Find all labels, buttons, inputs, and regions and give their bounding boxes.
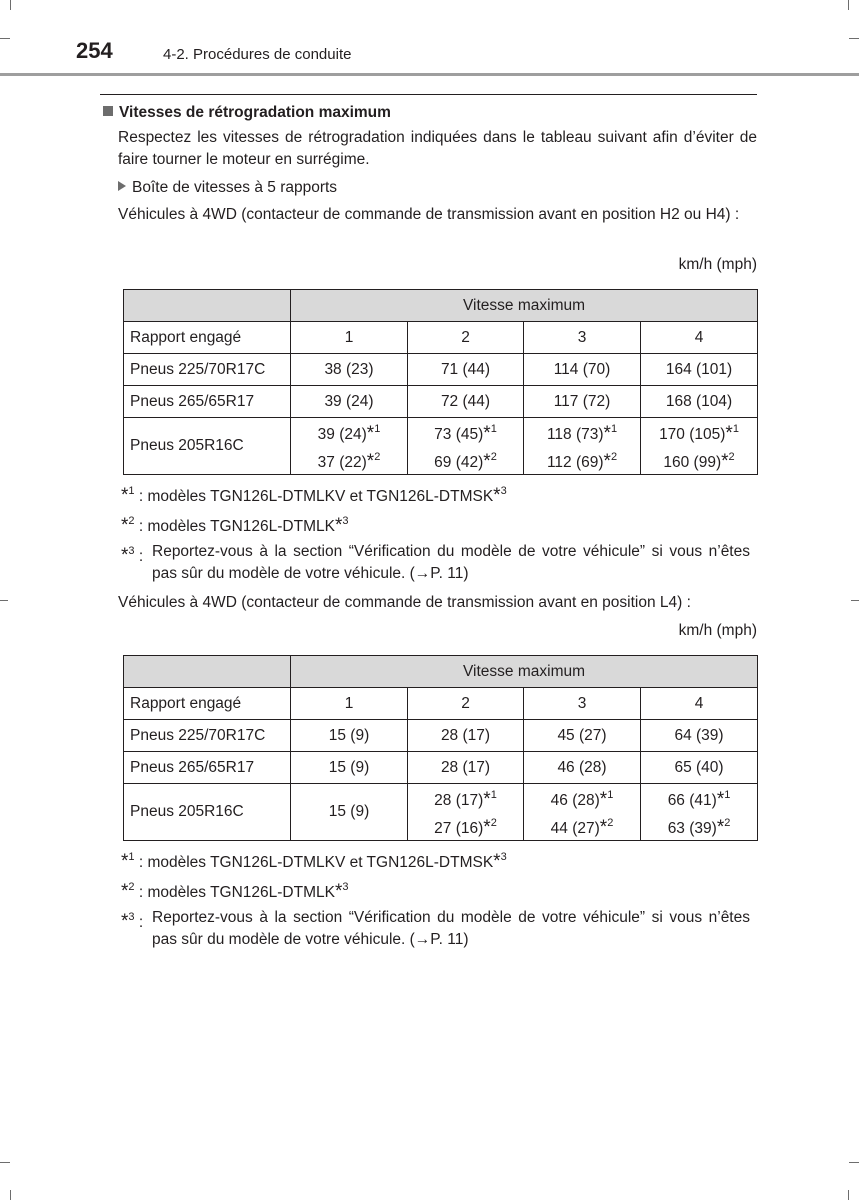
crop-mark — [849, 1162, 859, 1163]
footnote-num: 3 — [128, 545, 135, 557]
footnote-1 — [121, 846, 757, 874]
footnote-2 — [121, 876, 757, 904]
table-row — [124, 784, 758, 841]
table1-unit: km/h (mph) — [678, 256, 757, 273]
footnote-colon: : — [138, 548, 144, 565]
tire-label: Pneus 205R16C — [124, 784, 291, 841]
footnote-num: 2 — [490, 817, 497, 829]
section-rule — [100, 94, 757, 95]
footnote-mark: * — [366, 423, 375, 444]
footnote-num: 2 — [607, 817, 614, 829]
gear-cell: 1 — [291, 688, 408, 720]
table-corner-cell — [124, 290, 291, 322]
row-header: Rapport engagé — [124, 322, 291, 354]
footnote-mark: * — [721, 451, 729, 472]
speed-cell: 15 (9) — [291, 784, 408, 841]
footnote-num: 1 — [724, 789, 731, 801]
speed-value: 160 (99) — [663, 454, 722, 471]
speed-value: 69 (42) — [434, 454, 484, 471]
gear-cell: 3 — [524, 688, 641, 720]
table1-caption: Véhicules à 4WD (contacteur de commande de transmission avant en position H2 ou H4) : — [118, 206, 740, 223]
footnote-mark: * — [725, 423, 733, 444]
footnote-num: 2 — [128, 515, 135, 527]
footnote-mark: * — [493, 485, 501, 506]
speed-cell — [524, 784, 641, 841]
speed-cell: 71 (44) — [408, 354, 524, 386]
footnote-mark: * — [121, 515, 129, 536]
footnote-mark: * — [334, 881, 343, 902]
table-header-row — [124, 290, 758, 322]
group-header: Vitesse maximum — [291, 656, 758, 688]
footnote-mark: * — [366, 451, 375, 472]
crop-mark — [0, 600, 8, 601]
table-header-row — [124, 656, 758, 688]
chapter-title: 4-2. Procédures de conduite — [163, 46, 352, 63]
footnote-mark: * — [603, 423, 611, 444]
footnote-num: 3 — [342, 881, 349, 893]
speed-cell: 38 (23) — [291, 354, 408, 386]
speed-value: 44 (27) — [550, 820, 600, 837]
footnote-mark: * — [599, 817, 608, 838]
crop-mark — [848, 1190, 849, 1200]
footnote-num: 2 — [374, 451, 381, 463]
footnote-num: 2 — [128, 881, 135, 893]
crop-mark — [848, 0, 849, 10]
speed-value: 112 (69) — [546, 454, 604, 471]
footnote-mark: * — [599, 789, 608, 810]
footnote-mark: * — [121, 881, 129, 902]
gear-cell: 3 — [524, 322, 641, 354]
table-gear-row — [124, 322, 758, 354]
speed-cell: 72 (44) — [408, 386, 524, 418]
speed-value: 118 (73) — [546, 426, 604, 443]
speed-cell: 65 (40) — [641, 752, 758, 784]
footnote-num: 2 — [490, 451, 497, 463]
footnote-mark: * — [716, 789, 725, 810]
speed-cell: 114 (70) — [524, 354, 641, 386]
footnote-num: 1 — [607, 789, 614, 801]
tire-label: Pneus 265/65R17 — [124, 386, 291, 418]
footnote-text: : modèles TGN126L-DTMLKV et TGN126L-DTMSK — [138, 854, 494, 871]
table2-caption: Véhicules à 4WD (contacteur de commande de transmission avant en position L4) : — [118, 594, 691, 611]
speed-cell: 168 (104) — [641, 386, 758, 418]
footnote-num: 3 — [500, 485, 507, 497]
footnote-num: 1 — [490, 789, 497, 801]
footnote-num: 3 — [500, 851, 507, 863]
speed-value: 73 (45) — [434, 426, 484, 443]
tire-label: Pneus 225/70R17C — [124, 354, 291, 386]
speed-value: 63 (39) — [667, 820, 717, 837]
footnote-mark: * — [716, 817, 725, 838]
footnote-mark: * — [121, 545, 129, 566]
speed-table-h2-h4 — [123, 289, 758, 475]
speed-value: 46 (28) — [550, 792, 600, 809]
footnote-mark: * — [483, 817, 491, 838]
speed-cell — [408, 784, 524, 841]
footnote-num: 1 — [732, 423, 739, 435]
footnote-3-text: Reportez-vous à la section “Vérification du modèle de votre véhicule” si vous n’êtes pas sûr du modèle de votre véhicule. (→P. 11) — [152, 909, 750, 948]
crop-mark — [849, 38, 859, 39]
tire-label: Pneus 265/65R17 — [124, 752, 291, 784]
speed-cell: 64 (39) — [641, 720, 758, 752]
tire-label: Pneus 225/70R17C — [124, 720, 291, 752]
speed-cell: 117 (72) — [524, 386, 641, 418]
speed-cell — [408, 418, 524, 475]
gear-cell: 2 — [408, 688, 524, 720]
footnote-colon: : — [138, 914, 144, 931]
gear-cell: 2 — [408, 322, 524, 354]
table-gear-row — [124, 688, 758, 720]
speed-value: 37 (22) — [317, 454, 367, 471]
speed-cell: 164 (101) — [641, 354, 758, 386]
table2-unit: km/h (mph) — [678, 622, 757, 639]
speed-cell: 46 (28) — [524, 752, 641, 784]
speed-cell: 28 (17) — [408, 720, 524, 752]
gear-cell: 1 — [291, 322, 408, 354]
footnote-num: 1 — [128, 851, 135, 863]
crop-mark — [0, 1162, 10, 1163]
header-rule — [0, 73, 859, 76]
gearbox-item — [118, 177, 757, 199]
speed-table-l4 — [123, 655, 758, 841]
footnote-1 — [121, 480, 757, 508]
speed-cell — [641, 784, 758, 841]
section-heading — [103, 102, 391, 124]
footnote-mark: * — [603, 451, 611, 472]
crop-mark — [851, 600, 859, 601]
footnote-mark: * — [483, 789, 491, 810]
group-header: Vitesse maximum — [291, 290, 758, 322]
footnote-num: 2 — [724, 817, 731, 829]
row-header: Rapport engagé — [124, 688, 291, 720]
square-bullet-icon — [103, 106, 113, 116]
footnote-num: 2 — [610, 451, 618, 463]
footnote-num: 1 — [374, 423, 381, 435]
speed-cell: 15 (9) — [291, 720, 408, 752]
table-row — [124, 386, 758, 418]
footnote-mark: * — [334, 515, 343, 536]
footnote-mark: * — [493, 851, 501, 872]
footnote-num: 3 — [128, 911, 135, 923]
footnote-mark: * — [121, 911, 129, 932]
footnote-mark: * — [483, 451, 491, 472]
table-row — [124, 354, 758, 386]
tire-label: Pneus 205R16C — [124, 418, 291, 475]
footnote-num: 3 — [342, 515, 349, 527]
footnote-2 — [121, 510, 757, 538]
speed-cell: 15 (9) — [291, 752, 408, 784]
section-heading-text: Vitesses de rétrogradation maximum — [119, 104, 391, 121]
footnote-3-text: Reportez-vous à la section “Vérification du modèle de votre véhicule” si vous n’êtes pas sûr du modèle de votre véhicule. (→P. 11) — [152, 543, 750, 582]
footnote-num: 1 — [490, 423, 497, 435]
footnote-mark: * — [121, 485, 129, 506]
speed-cell — [524, 418, 641, 475]
triangle-bullet-icon — [118, 181, 126, 191]
speed-cell — [641, 418, 758, 475]
speed-value: 28 (17) — [434, 792, 484, 809]
table-corner-cell — [124, 656, 291, 688]
footnote-mark: * — [483, 423, 491, 444]
crop-mark — [0, 38, 10, 39]
speed-cell: 28 (17) — [408, 752, 524, 784]
speed-value: 66 (41) — [667, 792, 717, 809]
speed-value: 27 (16) — [434, 820, 484, 837]
table-row — [124, 752, 758, 784]
speed-cell — [291, 418, 408, 475]
speed-value: 39 (24) — [317, 426, 367, 443]
footnote-num: 1 — [128, 485, 135, 497]
page-number: 254 — [76, 38, 113, 63]
speed-cell: 45 (27) — [524, 720, 641, 752]
gearbox-label: Boîte de vitesses à 5 rapports — [132, 179, 338, 196]
footnote-text: : modèles TGN126L-DTMLK — [138, 884, 335, 901]
crop-mark — [10, 1190, 11, 1200]
gear-cell: 4 — [641, 688, 758, 720]
footnote-num: 1 — [610, 423, 618, 435]
table-row — [124, 720, 758, 752]
table-row — [124, 418, 758, 475]
footnote-mark: * — [121, 851, 129, 872]
footnote-text: : modèles TGN126L-DTMLK — [138, 518, 335, 535]
intro-paragraph: Respectez les vitesses de rétrogradation indiquées dans le tableau suivant afin d’éviter de faire tourner le moteur en surrégime. — [118, 129, 757, 168]
speed-cell: 39 (24) — [291, 386, 408, 418]
speed-value: 170 (105) — [659, 426, 726, 443]
crop-mark — [10, 0, 11, 10]
footnote-text: : modèles TGN126L-DTMLKV et TGN126L-DTMSK — [138, 488, 494, 505]
footnote-num: 2 — [728, 451, 735, 463]
gear-cell: 4 — [641, 322, 758, 354]
